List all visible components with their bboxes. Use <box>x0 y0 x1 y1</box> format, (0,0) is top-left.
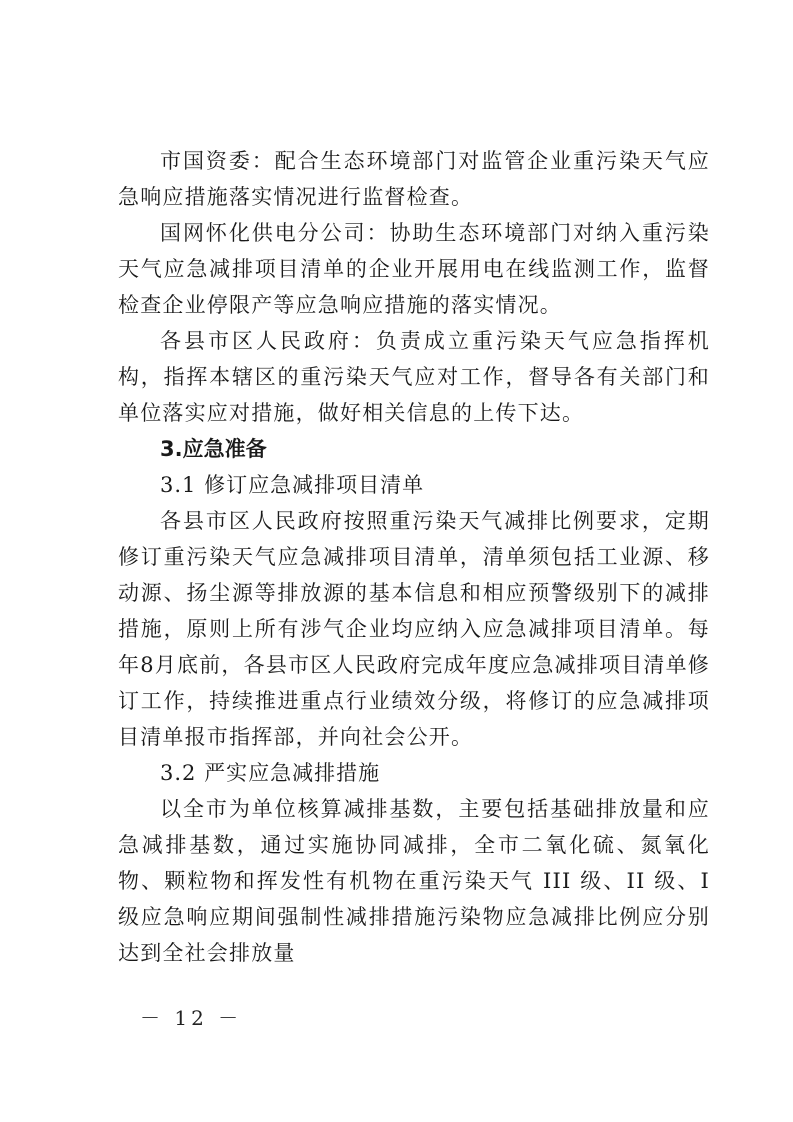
subsection-heading-3-2: 3.2 严实应急减排措施 <box>160 761 381 785</box>
paragraph-reduction-measures: 以全市为单位核算减排基数，主要包括基础排放量和应急减排基数，通过实施协同减排，全市二氧化硫、氮氧化物、颗粒物和挥发性有机物在重污染天气 III 级、II 级、I 级应急响应期间强制性减排措施污染物应急减排比例应分别达到全社会排放量 <box>118 797 710 965</box>
document-body <box>118 143 710 971</box>
paragraph-sasac: 市国资委：配合生态环境部门对监管企业重污染天气应急响应措施落实情况进行监督检查。 <box>118 149 710 209</box>
section-heading-emergency-preparation: 3.应急准备 <box>160 437 267 461</box>
subsection-heading-3-1: 3.1 修订应急减排项目清单 <box>160 473 425 497</box>
paragraph-county-government: 各县市区人民政府：负责成立重污染天气应急指挥机构，指挥本辖区的重污染天气应对工作，督导各有关部门和单位落实应对措施，做好相关信息的上传下达。 <box>118 329 710 425</box>
paragraph-power-supply: 国网怀化供电分公司：协助生态环境部门对纳入重污染天气应急减排项目清单的企业开展用电在线监测工作，监督检查企业停限产等应急响应措施的落实情况。 <box>118 221 710 317</box>
paragraph-revise-list: 各县市区人民政府按照重污染天气减排比例要求，定期修订重污染天气应急减排项目清单，清单须包括工业源、移动源、扬尘源等排放源的基本信息和相应预警级别下的减排措施，原则上所有涉气企业均应纳入应急减排项目清单。每年8月底前，各县市区人民政府完成年度应急减排项目清单修订工作，持续推进重点行业绩效分级，将修订的应急减排项目清单报市指挥部，并向社会公开。 <box>118 509 710 749</box>
page-number: － 12 － <box>140 1006 243 1030</box>
